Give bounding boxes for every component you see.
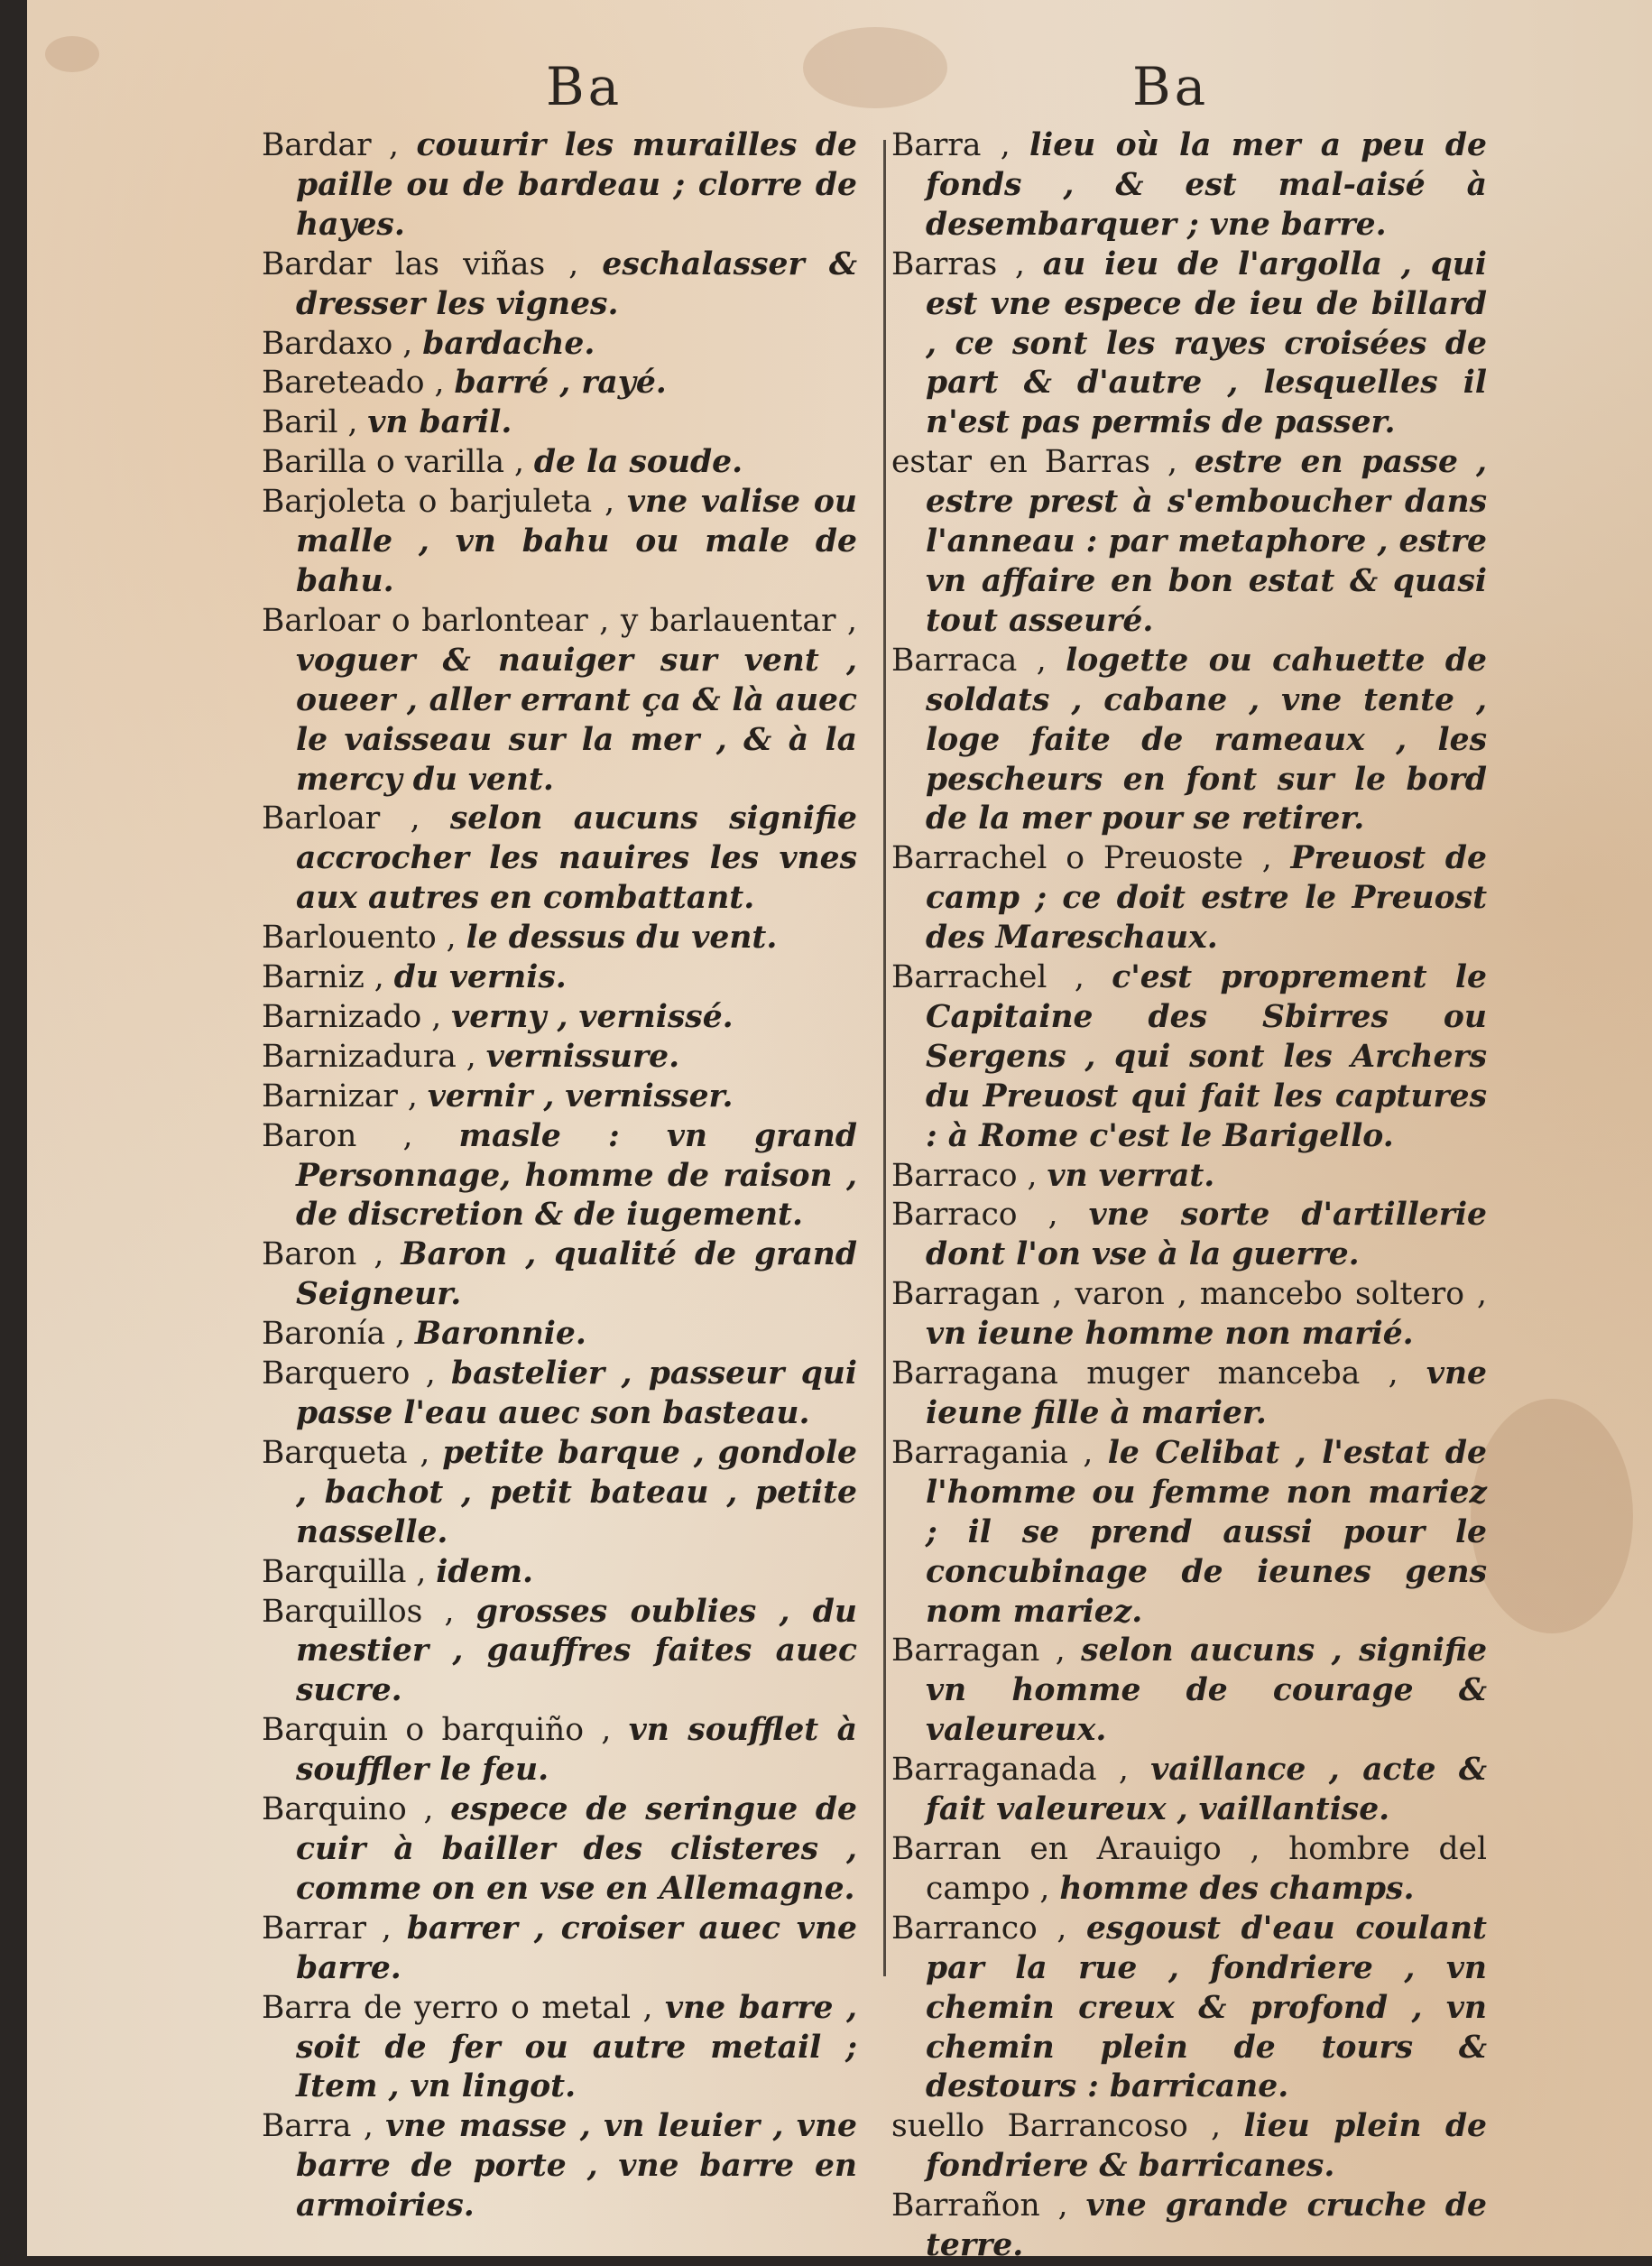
entry-headword: Barquilla , bbox=[262, 1553, 427, 1590]
entry-headword: Barras , bbox=[891, 245, 1025, 282]
entry-headword: Barilla o varilla , bbox=[262, 444, 524, 481]
entry-headword: Barnizado , bbox=[262, 998, 442, 1035]
dictionary-entry bbox=[262, 245, 857, 325]
dictionary-entry bbox=[891, 1275, 1487, 1355]
dictionary-entry bbox=[262, 1910, 857, 1989]
entry-headword: Bardaxo , bbox=[262, 325, 413, 362]
entry-headword: Barloar o barlontear , y barlauentar , bbox=[262, 602, 857, 639]
entry-definition: lieu où la mer a peu de fonds , & est mal-aisé à desembarquer ; vne barre. bbox=[926, 127, 1487, 243]
dictionary-entry bbox=[262, 1117, 857, 1236]
entry-headword: suello Barrancoso , bbox=[891, 2108, 1222, 2145]
entry-headword: Barnizar , bbox=[262, 1078, 418, 1115]
dictionary-entry bbox=[262, 483, 857, 602]
dictionary-entry bbox=[262, 800, 857, 919]
dictionary-entry bbox=[262, 602, 857, 800]
entry-definition: bastelier , passeur qui passe l'eau auec son basteau. bbox=[296, 1355, 858, 1431]
dictionary-entry bbox=[891, 2107, 1487, 2187]
dictionary-entry bbox=[891, 1632, 1487, 1751]
entry-definition: verny , vernissé. bbox=[451, 998, 734, 1035]
entry-headword: Bardar las viñas , bbox=[262, 245, 579, 282]
entry-definition: vernir , vernisser. bbox=[427, 1078, 734, 1115]
entry-headword: Barran en Arauigo , hombre del campo , bbox=[891, 1830, 1487, 1907]
dictionary-entry bbox=[891, 1196, 1487, 1275]
dictionary-entry bbox=[262, 919, 857, 958]
entry-definition: vne ieune fille à marier. bbox=[926, 1355, 1488, 1431]
entry-definition: vne valise ou malle , vn bahu ou male de bahu. bbox=[296, 484, 857, 599]
entry-definition: estre en passe , estre prest à s'emboucher dans l'anneau : par metaphore , estre vn affaire en bon estat & quasi tout asseuré. bbox=[926, 444, 1488, 639]
entry-headword: Barra de yerro o metal , bbox=[262, 1989, 653, 2026]
entry-headword: Barqueta , bbox=[262, 1434, 430, 1471]
dictionary-entry bbox=[262, 1593, 857, 1712]
entry-definition: logette ou cahuette de soldats , cabane , vne tente , loge faite de rameaux , les pescheurs en font sur le bord de la mer pour se retirer. bbox=[926, 642, 1488, 837]
dictionary-entry bbox=[262, 403, 857, 443]
entry-definition: au ieu de l'argolla , qui est vne espece de ieu de billard , ce sont les rayes croisées de part & d'autre , lesquelles il n'est pas permis de passer. bbox=[926, 245, 1487, 441]
entry-definition: le Celibat , l'estat de l'homme ou femme non mariez ; il se prend aussi pour le concubinage de ieunes gens nom mariez. bbox=[926, 1434, 1487, 1630]
entry-headword: Barnizadura , bbox=[262, 1038, 476, 1075]
dictionary-entry bbox=[262, 1434, 857, 1553]
dictionary-entry bbox=[891, 1910, 1487, 2108]
dictionary-entry bbox=[891, 1830, 1487, 1910]
entry-headword: Barragan , varon , mancebo soltero , bbox=[891, 1276, 1487, 1313]
entry-headword: Barquin o barquiño , bbox=[262, 1712, 612, 1749]
running-head-right: Ba bbox=[1132, 56, 1210, 117]
dictionary-entry bbox=[262, 1790, 857, 1910]
page-stain bbox=[1471, 1399, 1633, 1633]
dictionary-entry bbox=[262, 1078, 857, 1117]
entry-definition: eschalasser & dresser les vignes. bbox=[296, 245, 857, 322]
entry-definition: Baron , qualité de grand Seigneur. bbox=[296, 1236, 858, 1313]
entry-headword: Bardar , bbox=[262, 127, 399, 163]
entry-headword: Barra , bbox=[262, 2108, 374, 2145]
dictionary-entry bbox=[891, 1157, 1487, 1197]
entry-headword: Barra , bbox=[891, 127, 1011, 163]
dictionary-entry bbox=[891, 2187, 1487, 2266]
entry-headword: Barquero , bbox=[262, 1355, 436, 1392]
dictionary-entry bbox=[891, 642, 1487, 840]
entry-definition: Preuost de camp ; ce doit estre le Preuost des Mareschaux. bbox=[926, 840, 1487, 957]
entry-headword: Barraco , bbox=[891, 1197, 1058, 1234]
entry-headword: Bareteado , bbox=[262, 365, 445, 402]
entry-headword: Barniz , bbox=[262, 959, 384, 996]
dictionary-entry bbox=[262, 958, 857, 998]
dictionary-entry bbox=[262, 126, 857, 245]
entry-definition: esgoust d'eau coulant par la rue , fondriere , vn chemin creux & profond , vn chemin plein de tours & destours : barricane. bbox=[926, 1910, 1487, 2105]
entry-definition: petite barque , gondole , bachot , petit bateau , petite nasselle. bbox=[296, 1434, 858, 1550]
entry-definition: grosses oublies , du mestier , gauffres faites auec sucre. bbox=[296, 1593, 857, 1709]
entry-headword: Barranco , bbox=[891, 1910, 1067, 1947]
book-page bbox=[27, 0, 1652, 2264]
entry-headword: Barrañon , bbox=[891, 2187, 1068, 2224]
entry-definition: barré , rayé. bbox=[454, 365, 667, 402]
entry-definition: de la soude. bbox=[533, 444, 743, 481]
entry-definition: masle : vn grand Personnage, homme de raison , de discretion & de iugement. bbox=[296, 1117, 857, 1234]
entry-headword: Baronía , bbox=[262, 1316, 405, 1353]
dictionary-entry bbox=[262, 1315, 857, 1355]
entry-headword: Barrar , bbox=[262, 1910, 392, 1947]
dictionary-entry bbox=[262, 1711, 857, 1790]
entry-definition: selon aucuns , signifie vn homme de courage & valeureux. bbox=[926, 1632, 1488, 1749]
entry-definition: vn soufflet à souffler le feu. bbox=[296, 1712, 857, 1789]
entry-headword: Baron , bbox=[262, 1236, 384, 1273]
dictionary-entry bbox=[262, 1038, 857, 1078]
dictionary-entry bbox=[262, 325, 857, 365]
entry-headword: estar en Barras , bbox=[891, 444, 1177, 481]
entry-definition: espece de seringue de cuir à bailler des clisteres , comme on en vse en Allemagne. bbox=[296, 1791, 857, 1907]
entry-definition: Baronnie. bbox=[414, 1316, 586, 1353]
entry-headword: Barragan , bbox=[891, 1632, 1066, 1669]
dictionary-entry bbox=[891, 1355, 1487, 1434]
entry-definition: vne barre , soit de fer ou autre metail ; Item , vn lingot. bbox=[296, 1989, 858, 2105]
dictionary-entry bbox=[262, 364, 857, 403]
dictionary-entry bbox=[262, 443, 857, 483]
entry-definition: bardache. bbox=[422, 325, 595, 362]
entry-headword: Barrachel o Preuoste , bbox=[891, 840, 1272, 877]
dictionary-entry bbox=[891, 126, 1487, 245]
entry-definition: vn ieune homme non marié. bbox=[926, 1316, 1414, 1353]
entry-headword: Barrachel , bbox=[891, 959, 1084, 996]
entry-definition: vn baril. bbox=[367, 404, 512, 441]
entry-definition: vne sorte d'artillerie dont l'on vse à la guerre. bbox=[926, 1197, 1488, 1273]
entry-definition: selon aucuns signifie accrocher les nauires les vnes aux autres en combattant. bbox=[296, 800, 857, 917]
dictionary-entry bbox=[262, 1355, 857, 1434]
page-stain bbox=[45, 36, 99, 72]
dictionary-entry bbox=[262, 1553, 857, 1593]
entry-definition: barrer , croiser auec vne barre. bbox=[296, 1910, 858, 1986]
right-column bbox=[891, 126, 1487, 2266]
entry-definition: idem. bbox=[436, 1553, 533, 1590]
entry-headword: Baril , bbox=[262, 404, 358, 441]
entry-definition: voguer & nauiger sur vent , oueer , aller errant ça & là auec le vaisseau sur la mer , & à la mercy du vent. bbox=[296, 642, 857, 798]
entry-definition: c'est proprement le Capitaine des Sbirres ou Sergens , qui sont les Archers du Preuost qui fait les captures : à Rome c'est le Barigello. bbox=[926, 959, 1487, 1154]
dictionary-entry bbox=[891, 1434, 1487, 1632]
column-divider bbox=[883, 140, 886, 1976]
page-stain bbox=[803, 27, 947, 108]
entry-definition: vne grande cruche de terre. bbox=[926, 2187, 1487, 2264]
dictionary-entry bbox=[891, 245, 1487, 444]
dictionary-entry bbox=[891, 958, 1487, 1157]
entry-definition: homme des champs. bbox=[1059, 1870, 1415, 1907]
dictionary-entry bbox=[891, 1751, 1487, 1830]
dictionary-entry bbox=[891, 443, 1487, 642]
entry-headword: Barjoleta o barjuleta , bbox=[262, 484, 615, 521]
dictionary-entry bbox=[262, 1989, 857, 2108]
running-head-left: Ba bbox=[546, 56, 623, 117]
entry-headword: Barraganada , bbox=[891, 1752, 1129, 1789]
entry-headword: Barraco , bbox=[891, 1157, 1038, 1194]
entry-headword: Barquino , bbox=[262, 1791, 434, 1828]
entry-headword: Barquillos , bbox=[262, 1593, 455, 1630]
entry-headword: Barlouento , bbox=[262, 920, 457, 957]
entry-headword: Baron , bbox=[262, 1117, 413, 1154]
dictionary-entry bbox=[262, 1235, 857, 1315]
entry-definition: vne masse , vn leuier , vne barre de porte , vne barre en armoiries. bbox=[296, 2108, 857, 2224]
entry-headword: Barloar , bbox=[262, 800, 420, 837]
dictionary-entry bbox=[891, 839, 1487, 958]
entry-definition: vaillance , acte & fait valeureux , vaillantise. bbox=[926, 1752, 1487, 1828]
entry-definition: le dessus du vent. bbox=[466, 920, 778, 957]
entry-definition: lieu plein de fondriere & barricanes. bbox=[926, 2108, 1488, 2185]
entry-headword: Barragania , bbox=[891, 1434, 1094, 1471]
entry-headword: Barragana muger manceba , bbox=[891, 1355, 1398, 1392]
entry-definition: vn verrat. bbox=[1047, 1157, 1215, 1194]
dictionary-entry bbox=[262, 2107, 857, 2226]
entry-headword: Barraca , bbox=[891, 642, 1047, 679]
entry-definition: du vernis. bbox=[393, 959, 567, 996]
dictionary-entry bbox=[262, 998, 857, 1038]
left-column bbox=[262, 126, 857, 2226]
entry-definition: vernissure. bbox=[485, 1038, 680, 1075]
entry-definition: couurir les murailles de paille ou de bardeau ; clorre de hayes. bbox=[296, 127, 857, 243]
